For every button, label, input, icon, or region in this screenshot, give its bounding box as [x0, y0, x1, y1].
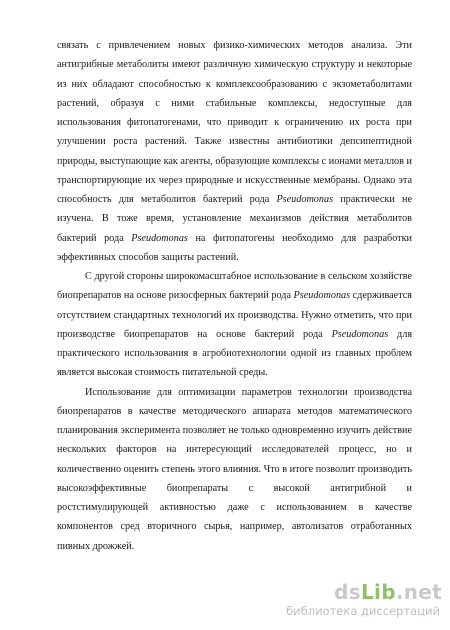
text-run: на фитопатогены необходимо для разработки эффективных способов защиты растений. [57, 232, 413, 263]
text-run: С другой стороны широкомасштабное использование в сельском хозяйстве биопрепаратов на основе ризосферных бактерий рода [57, 271, 412, 302]
paragraph [57, 36, 412, 267]
text-run: для практического использования в агробиотехнологии одной из главных проблем является высокая стоимость питательной среды. [57, 328, 413, 379]
logo-net: .net [395, 580, 442, 604]
dslib-logo [334, 580, 442, 604]
italic-term: Pseudomonas [131, 232, 188, 244]
italic-term: Pseudomonas [293, 290, 351, 302]
italic-term: Pseudomonas [276, 194, 334, 205]
logo-ds: ds [334, 580, 361, 604]
paragraph [57, 267, 412, 383]
italic-term: Pseudomonas [331, 328, 389, 340]
text-run: Использование для оптимизации параметров технологии производства биопрепаратов в качестве методического аппарата методов математического планирования эксперимента позволяет не только одновременно изучить действие нескольких факторов на интересующий исследователей процесс, но и количественно оценить степень этого влияния. Что в итоге позволит производить высокоэффективные биопрепараты с высокой антигрибной и ростстимулирующей активностью даже с использованием в качестве компонентов сред вторичного сырья, например, автолизатов отработанных пивных дрожжей. [57, 386, 412, 552]
logo-lib: Lib [361, 580, 396, 604]
paragraph [57, 383, 412, 556]
watermark-caption: библиотека диссертаций [286, 604, 440, 618]
text-run: практически не изучена. В тоже время, установление механизмов действия метаболитов бактерий рода [57, 194, 412, 244]
text-run: сдерживается отсутствием стандартных технологий их производства. Нужно отметить, что при производстве биопрепаратов на основе бактерий рода [57, 290, 412, 340]
dslib-watermark [282, 580, 442, 624]
text-run: связать с привлечением новых физико-химических методов анализа. Эти антигрибные метаболиты имеют различную химическую структуру и некоторые из них обладают способностью к комплексообразованию с экзометаболитами растений, образуя с ними стабильные комплексы, недоступные для использования фитопатогенами, что приводит к ограничению их роста при улучшении роста растений. Также известны антибиотики депсипептидной природы, выступающие как агенты, образующие комплексы с ионами металлов и транспортирующие их через природные и искусственные мембраны. Однако эта способность для метаболитов бактерий рода [57, 40, 412, 205]
document-body [57, 36, 412, 556]
